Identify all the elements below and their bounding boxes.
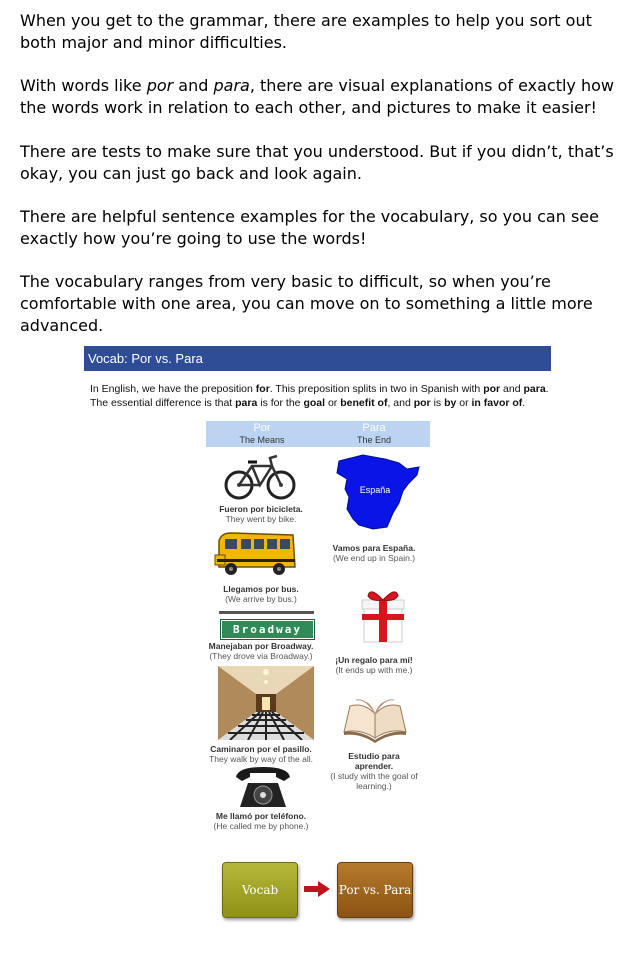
p2-word-por: por [146, 76, 174, 95]
street-sign-bar [219, 611, 314, 614]
intro-part: and [500, 383, 524, 395]
intro-part: is for the [257, 397, 304, 409]
column-header-por [206, 421, 318, 447]
por-caption-bus [206, 584, 316, 604]
intro-bold: para [235, 397, 258, 409]
intro-bold: para [523, 383, 546, 395]
intro-part: In English, we have the preposition [90, 383, 256, 395]
paragraph-grammar: When you get to the grammar, there are examples to help you sort out both major and minor difficulties. [20, 11, 592, 52]
slide-title-bar: Vocab: Por vs. Para [84, 346, 551, 371]
intro-bold: benefit of [340, 397, 388, 409]
por-example-en: They walk by way of the all. [209, 754, 313, 764]
hallway-image [218, 666, 314, 740]
intro-part: . This preposition splits in two in Spanish with [269, 383, 484, 395]
school-bus-icon [213, 527, 297, 579]
broadway-street-sign: Broadway [221, 620, 314, 639]
por-example-es: Manejaban por Broadway. [208, 641, 314, 651]
intro-part: . The essential difference is that [90, 383, 549, 409]
p2-text-before: With words like [20, 76, 147, 95]
p2-word-para: para [213, 76, 250, 95]
intro-part: or [456, 397, 472, 409]
p2-text-mid: and [173, 76, 214, 95]
para-example-es: Estudio para aprender. [348, 751, 400, 771]
por-caption-bike [206, 504, 316, 524]
para-example-es: ¡Un regalo para mí! [335, 655, 413, 665]
por-subtitle: The Means [239, 435, 285, 445]
intro-part: is [430, 397, 445, 409]
para-subtitle: The End [356, 435, 392, 445]
para-example-en: (I study with the goal of learning.) [330, 771, 418, 791]
vocab-button[interactable]: Vocab [222, 862, 298, 918]
por-vs-para-button[interactable]: Por vs. Para [337, 862, 413, 918]
intro-bold: in favor of [471, 397, 523, 409]
paragraph-tests: There are tests to make sure that you understood. But if you didn’t, that’s okay, you can just go back and look again. [20, 142, 614, 183]
para-title: Para [362, 422, 386, 434]
column-header-para [318, 421, 430, 447]
por-caption-phone [206, 811, 316, 831]
p2-text-after: , there are visual explanations of exactly how the words work in relation to each other, and pictures to make it easier! [20, 76, 614, 117]
intro-bold: por [483, 383, 501, 395]
spain-label: España [359, 485, 391, 495]
para-example-en: (It ends up with me.) [335, 665, 413, 675]
por-example-en: (They drove via Broadway.) [209, 651, 313, 661]
telephone-icon [232, 765, 294, 811]
por-title: Por [253, 422, 271, 434]
paragraph-sentence-examples: There are helpful sentence examples for the vocabulary, so you can see exactly how you’re going to use the words! [20, 207, 599, 248]
por-example-en: They went by bike. [225, 514, 297, 524]
open-book-icon [340, 698, 410, 744]
para-example-en: (We end up in Spain.) [332, 553, 416, 563]
por-example-es: Caminaron por el pasillo. [210, 744, 312, 754]
right-arrow-icon [304, 881, 330, 897]
bicycle-icon [224, 452, 296, 502]
intro-bold: for [255, 383, 270, 395]
intro-bold: by [444, 397, 457, 409]
paragraph-vocabulary-range: The vocabulary ranges from very basic to difficult, so when you’re comfortable with one area, you can move on to something a little more advanced. [20, 272, 593, 335]
slide-intro-text [90, 382, 550, 410]
para-example-es: Vamos para España. [332, 543, 416, 553]
intro-bold: por [413, 397, 431, 409]
para-caption-spain [318, 543, 430, 563]
por-example-es: Llegamos por bus. [223, 584, 299, 594]
intro-part: or [325, 397, 341, 409]
por-example-es: Fueron por bicicleta. [219, 504, 303, 514]
por-example-en: (We arrive by bus.) [225, 594, 297, 604]
por-caption-broadway [206, 641, 316, 661]
por-caption-hallway [206, 744, 316, 764]
paragraph-por-para [20, 75, 625, 119]
para-caption-gift [318, 655, 430, 675]
intro-bold: goal [303, 397, 326, 409]
gift-box-icon [358, 584, 408, 644]
por-example-es: Me llamó por teléfono. [215, 811, 307, 821]
intro-part: , and [387, 397, 414, 409]
intro-part: . [522, 397, 526, 409]
por-example-en: (He called me by phone.) [213, 821, 309, 831]
para-caption-book [328, 751, 420, 791]
spain-map-icon [333, 453, 421, 533]
